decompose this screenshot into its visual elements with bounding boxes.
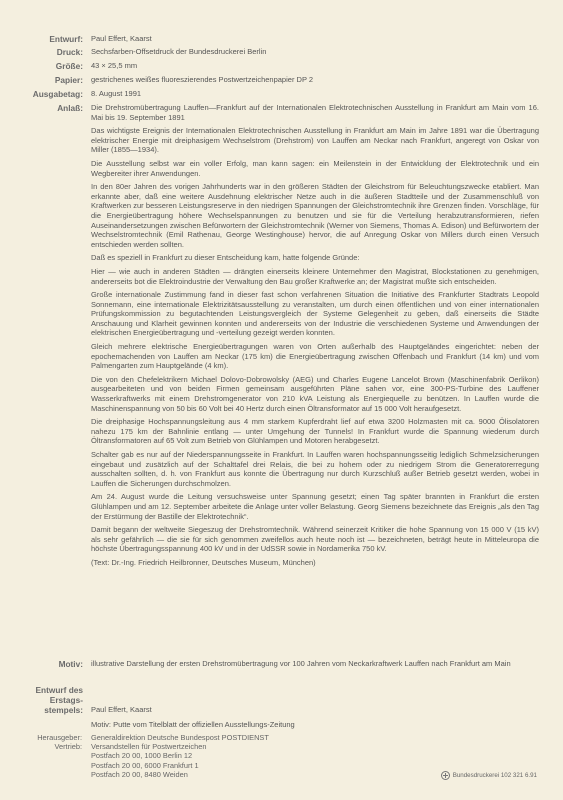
erstagsstempel-label-line: Erstags- — [49, 695, 83, 705]
vertrieb-line: Postfach 20 00, 1000 Berlin 12 — [91, 751, 193, 761]
anlass-text — [91, 103, 539, 568]
entwurf-value: Paul Effert, Kaarst — [91, 34, 152, 43]
erstagsstempel-label-line: stempels: — [44, 705, 83, 715]
groesse-label: Größe: — [55, 61, 83, 71]
druck-value: Sechsfarben-Offsetdruck der Bundesdruckerei Berlin — [91, 47, 267, 56]
anlass-paragraph: Schalter gab es nur auf der Niederspannungsseite in Frankfurt. In Lauffen waren hochspannungsseitig lediglich Schmelzsicherungen eingebaut und zusätzlich auf der Schalttafel drei Relais, die bei zu hohem oder zu niedrigem Strom die Generatorerregung ausschalten sollten, d. h. von Frankfurt aus konnte die Übertragung nur durch Kurzschluß außer Betrieb gesetzt werden, wobei in Lauffen die Sicherungen durchschmolzen. — [91, 450, 539, 488]
anlass-paragraph: Die von den Chefelektrikern Michael Dolovo-Dobrowolsky (AEG) und Charles Eugene Lancelot Brown (Maschinenfabrik Oerlikon) ausgearbeiteten und von beiden Firmen gemeinsam ausgeführten Pläne sahen vor, eine 300-PS-Turbine des Lauffener Wasserkraftwerks mit einem Drehstromgenerator von 210 kVA Leistung als Energiequelle zu benützen. In Lauffen wurde die Maschinenspannung von 50 bis 60 Volt bei 40 Hertz durch einen Öltransformator auf 15 000 Volt heraufgesetzt. — [91, 374, 539, 413]
herausgeber-label: Herausgeber: — [37, 733, 82, 742]
anlass-label: Anlaß: — [57, 103, 83, 113]
vertrieb-label: Vertrieb: — [54, 742, 82, 751]
anlass-paragraph: Am 24. August wurde die Leitung versuchsweise unter Spannung gesetzt; einen Tag später brannten in Frankfurt die ersten Glühlampen und am 12. September arbeitete die Anlage unter voller Belastung. Georg Siemens bezeichnete das Ereignis „als den Tag der Erstürmung der Bastille der Elektrotechnik“. — [91, 492, 539, 521]
vertrieb-line: Postfach 20 00, 8480 Weiden — [91, 769, 188, 779]
ausgabetag-label: Ausgabetag: — [32, 89, 83, 99]
anlass-paragraph: Daß es speziell in Frankfurt zu dieser Entscheidung kam, hatte folgende Gründe: — [91, 253, 360, 263]
vertrieb-line: Postfach 20 00, 6000 Frankfurt 1 — [91, 760, 199, 770]
motiv-value: illustrative Darstellung der ersten Drehstromübertragung vor 100 Jahren vom Neckarkraftwerk Lauffen nach Frankfurt am Main — [91, 659, 511, 668]
anlass-paragraph: Gleich mehrere elektrische Energieübertragungen waren von Orten außerhalb des Hauptgeländes eingerichtet: neben der epochemachenden von Lauffen am Neckar (175 km) die Energieübertragung zwischen Offenbach und Frankfurt (14 km) und vom Palmengarten zum Hauptgelände (4 km). — [91, 342, 539, 371]
anlass-paragraph: Damit begann der weltweite Siegeszug der Drehstromtechnik. Während seinerzeit Kritiker die hohe Spannung von 15 000 V (15 kV) als sehr gefährlich — die sie für sich genommen zweifellos auch heute noch ist — bezeichneten, beträgt heute in Mitteleuropa die höchste Übertragungsspannung 400 kV und in der UdSSR sowie in Nordamerika 750 kV. — [91, 525, 539, 554]
groesse-value: 43 × 25,5 mm — [91, 61, 138, 70]
anlass-paragraph: Große internationale Zustimmung fand in dieser fast schon verfahrenen Situation die Initiative des Frankfurter Stadtrats Leopold Sonnemann, eine internationale Elektrizitätsausstellung zu veranstalten, um durch einen öffentlichen und von einer internationalen Prüfungskommission zu begutachtenden Leistungsvergleich der Systeme Gelegenheit zu geben, daß einerseits die Städte Anschauung und Klarheit gewinnen konnten und andererseits von der Industrie die verschiedenen Systeme und Anwendungen der elektrischen Energieübertragung und -verteilung gezeigt werden konnten. — [91, 290, 539, 338]
anlass-paragraph: Das wichtigste Ereignis der Internationalen Elektrotechnischen Ausstellung in Frankfurt am Main im Jahre 1891 war die Übertragung elektrischer Energie mit dreiphasigem Wechselstrom (Drehstrom) von Lauffen am Neckar nach Frankfurt, angeregt von Oskar von Miller (1855—1934). — [91, 126, 539, 155]
printer-text: Bundesdruckerei 102 321 6.91 — [452, 772, 537, 779]
herausgeber-value: Generaldirektion Deutsche Bundespost POSTDIENST — [91, 733, 269, 742]
erstagsstempel-label-line: Entwurf des — [35, 685, 83, 695]
anlass-paragraph: Die dreiphasige Hochspannungsleitung aus 4 mm starkem Kupferdraht lief auf etwa 3200 Holzmasten mit ca. 9000 Ölisolatoren nahezu 175 km der Bahnlinie entlang — unter Umgehung der Tunnels! In Frankfurt wurde die Spannung wiederum durch Öltransformatoren auf 65 Volt zum Betrieb von Glühlampen und Motoren herabgesetzt. — [91, 417, 539, 446]
motiv-label: Motiv: — [58, 659, 83, 669]
anlass-paragraph: In den 80er Jahren des vorigen Jahrhunderts war in den größeren Städten der Gleichstrom für Beleuchtungszwecke etabliert. Man erkannte aber, daß eine weitere Ausdehnung elektrischer Netze auch in die äußeren Stadtteile und der Zusammenschluß von Kraftwerken zur besseren Leistungsreserve in den niedrigen Spannungen der Gleichstromtechnik ihre Grenzen finden. Vorschläge, für die Energieübertragung höhere Wechselspannungen zu benutzen und sie für die Verteilung herabzutransformieren, riefen Auseinandersetzungen zwischen Befürwortern der Gleichstromtechnik (Werner von Siemens, Thomas A. Edison) und Befürwortern der Wechselstromtechnik (Emil Rathenau, George Westinghouse) hervor, die auf Anregung Oskar von Millers durch einen Versuch entschieden werden sollten. — [91, 182, 539, 249]
papier-label: Papier: — [54, 75, 83, 85]
anlass-credit: (Text: Dr.-Ing. Friedrich Heilbronner, Deutsches Museum, München) — [91, 557, 316, 567]
papier-value: gestrichenes weißes fluoreszierendes Postwertzeichenpapier DP 2 — [91, 75, 314, 84]
erstagsstempel-motiv: Motiv: Putte vom Titelblatt der offiziellen Ausstellungs-Zeitung — [91, 720, 295, 729]
bundesdruckerei-logo-icon — [441, 771, 450, 780]
anlass-paragraph: Die Drehstromübertragung Lauffen—Frankfurt auf der Internationalen Elektrotechnischen Ausstellung in Frankfurt am Main vom 16. Mai bis 19. September 1891 — [91, 103, 539, 122]
vertrieb-address — [91, 742, 206, 779]
druck-label: Druck: — [56, 47, 83, 57]
ausgabetag-value: 8. August 1991 — [91, 89, 142, 98]
anlass-paragraph: Die Ausstellung selbst war ein voller Erfolg, man kann sagen: ein Meilenstein in der Entwicklung der Elektrotechnik und ein Wegbereiter ihrer Anwendungen. — [91, 158, 539, 178]
erstagsstempel-author: Paul Effert, Kaarst — [91, 705, 152, 714]
erstagsstempel-label — [0, 685, 83, 715]
printer-imprint — [441, 771, 537, 780]
entwurf-label: Entwurf: — [49, 34, 83, 44]
vertrieb-line: Versandstellen für Postwertzeichen — [91, 742, 207, 751]
anlass-paragraph: Hier — wie auch in anderen Städten — drängten einerseits kleinere Unternehmer den Magistrat, Blockstationen zu genehmigen, andererseits bot die Elektroindustrie der Verwaltung den Bau großer Kraftwerke an; der Magistrat mußte sich entscheiden. — [91, 266, 539, 286]
